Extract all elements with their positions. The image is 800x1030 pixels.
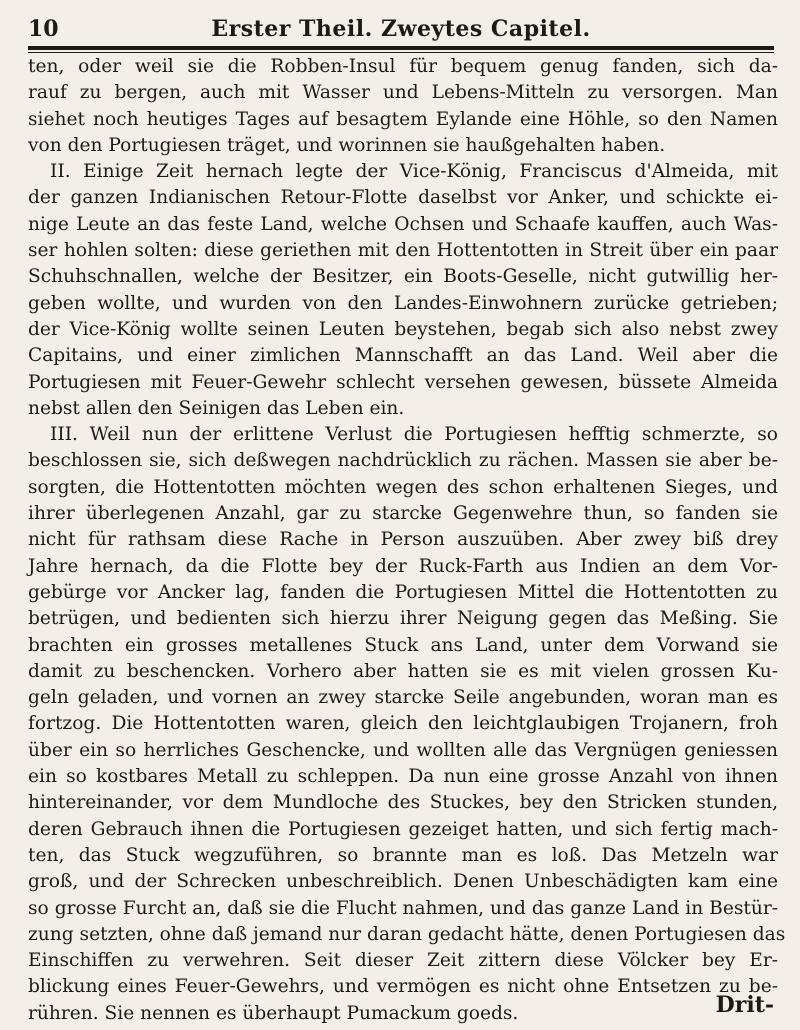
text-line: ser hohlen solten: diese geriethen mit den Hottentotten in Streit über ein paar bbox=[28, 240, 778, 262]
text-line: nige Leute an das feste Land, welche Ochsen und Schaafe kauffen, auch Was- bbox=[28, 213, 778, 235]
text-line: damit zu beschencken. Vorhero aber hatten sie es mit vielen grossen Ku- bbox=[28, 660, 778, 682]
text-line: brachten ein grosses metallenes Stuck ans Land, unter dem Vorwand sie bbox=[28, 634, 778, 656]
text-line: Schuhschnallen, welche der Besitzer, ein Boots-Geselle, nicht gutwillig her- bbox=[28, 266, 778, 288]
text-line: nicht für rathsam diese Rache in Person auszuüben. Aber zwey biß drey bbox=[28, 529, 778, 551]
text-line: III. Weil nun der erlittene Verlust die Portugiesen hefftig schmerzte, so bbox=[50, 424, 778, 446]
page-number: 10 bbox=[28, 16, 59, 42]
text-line: beschlossen sie, sich deßwegen nachdrücklich zu rächen. Massen sie aber be- bbox=[28, 450, 778, 472]
text-line: siehet noch heutiges Tages auf besagtem Eylande eine Höhle, so den Namen bbox=[28, 108, 778, 130]
text-line: der Vice-König wollte seinen Leuten beystehen, begab sich also nebst zwey bbox=[28, 318, 778, 340]
text-line: deren Gebrauch ihnen die Portugiesen gezeiget hatten, und sich fertig mach- bbox=[28, 818, 778, 840]
header-rule-thin bbox=[28, 52, 774, 53]
text-line: ten, das Stuck wegzuführen, so brannte man es loß. Das Metzeln war bbox=[28, 844, 778, 866]
text-line: hintereinander, vor dem Mundloche des Stuckes, bey den Stricken stunden, bbox=[28, 792, 778, 814]
text-line: sorgten, die Hottentotten möchten wegen des schon erhaltenen Sieges, und bbox=[28, 476, 778, 498]
text-line: gebürge vor Ancker lag, fanden die Portugiesen Mittel die Hottentotten zu bbox=[28, 581, 778, 603]
text-line: geln geladen, und vornen an zwey starcke Seile angebunden, woran man es bbox=[28, 687, 778, 709]
text-line: zung setzten, ohne daß jemand nur daran gedacht hätte, denen Portugiesen das bbox=[28, 923, 786, 945]
text-line: ihrer überlegenen Anzahl, gar zu starcke Gegenwehre thun, so fanden sie bbox=[28, 503, 778, 525]
header-rule-thick bbox=[28, 46, 774, 50]
page-header bbox=[28, 14, 774, 44]
text-line: über ein so herrliches Geschencke, und wollten alle das Vergnügen geniessen bbox=[28, 739, 778, 761]
text-line: blickung eines Feuer-Gewehrs, und vermögen es nicht ohne Entsetzen zu be- bbox=[28, 976, 778, 998]
text-line: betrügen, und bedienten sich hierzu ihrer Neigung gegen das Meßing. Sie bbox=[28, 608, 778, 630]
text-line: nebst allen den Seinigen das Leben ein. bbox=[28, 397, 405, 419]
text-line: Jahre hernach, da die Flotte bey der Ruck-Farth aus Indien an dem Vor- bbox=[28, 555, 778, 577]
text-line: geben wollte, und wurden von den Landes-Einwohnern zurücke getrieben; bbox=[28, 292, 778, 314]
text-line: II. Einige Zeit hernach legte der Vice-König, Franciscus d'Almeida, mit bbox=[50, 161, 778, 183]
text-line: Capitains, und einer zimlichen Mannschafft an das Land. Weil aber die bbox=[28, 345, 778, 367]
text-line: der ganzen Indianischen Retour-Flotte daselbst vor Anker, und schickte ei- bbox=[28, 187, 778, 209]
running-title: Erster Theil. Zweytes Capitel. bbox=[211, 16, 591, 42]
text-line: ten, oder weil sie die Robben-Insul für bequem genug fanden, sich da- bbox=[28, 56, 778, 77]
body-text bbox=[28, 54, 786, 1027]
text-line: von den Portugiesen träget, und worinnen sie haußgehalten haben. bbox=[28, 134, 666, 156]
text-line: ein so kostbares Metall zu schleppen. Da nun eine grosse Anzahl von ihnen bbox=[28, 766, 778, 788]
text-line: so grosse Furcht an, daß sie die Flucht nahmen, und das ganze Land in Bestür- bbox=[28, 897, 778, 919]
text-line: rauf zu bergen, auch mit Wasser und Lebens-Mitteln zu versorgen. Man bbox=[28, 82, 778, 104]
text-line: Einschiffen zu verwehren. Seit dieser Zeit zittern diese Völcker bey Er- bbox=[28, 950, 778, 972]
text-line: Portugiesen mit Feuer-Gewehr schlecht versehen gewesen, büssete Almeida bbox=[28, 371, 778, 393]
catchword: Drit- bbox=[715, 992, 774, 1018]
text-line: rühren. Sie nennen es überhaupt Pumackum goeds. bbox=[28, 1002, 519, 1024]
text-line: groß, und der Schrecken unbeschreiblich. Denen Unbeschädigten kam eine bbox=[28, 871, 778, 893]
text-line: fortzog. Die Hottentotten waren, gleich den leichtglaubigen Trojanern, froh bbox=[28, 713, 778, 735]
